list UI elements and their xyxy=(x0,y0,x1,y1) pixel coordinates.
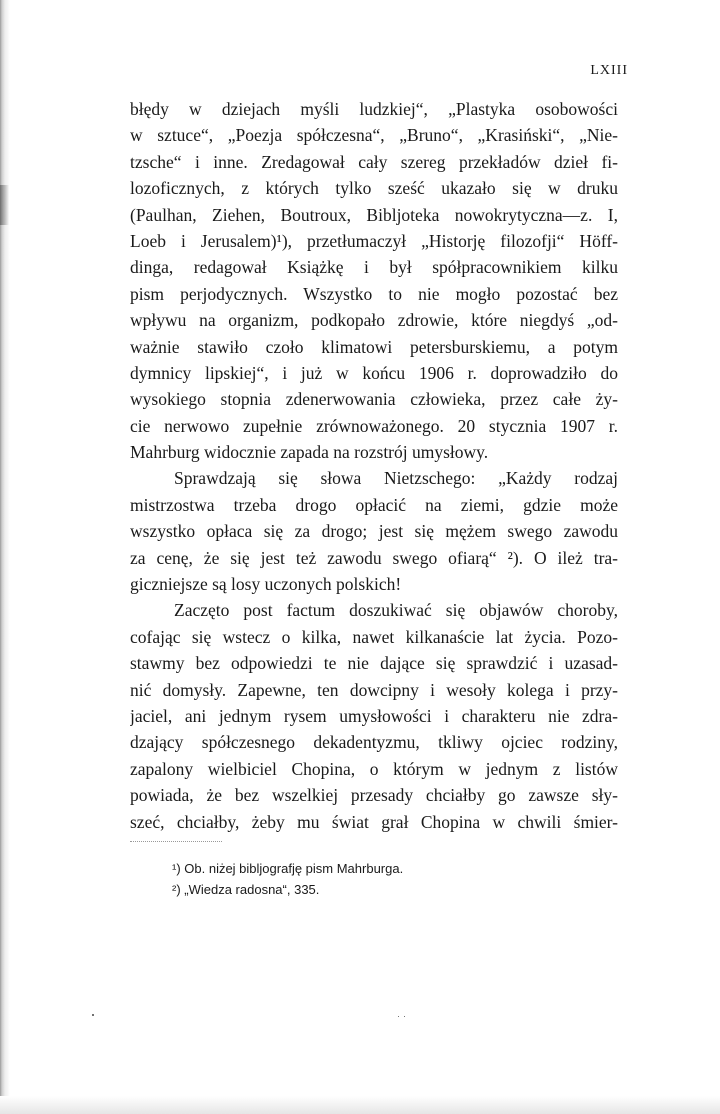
text-line: lozoficznych, z których tylko sześć ukazało się w druku xyxy=(130,178,618,199)
text-line: stawmy bez odpowiedzi te nie dające się sprawdzić i uzasad- xyxy=(130,653,618,674)
text-line: cofając się wstecz o kilka, nawet kilkanaście lat życia. Pozo- xyxy=(130,626,618,647)
text-line: nić domysły. Zapewne, ten dowcipny i wesoły kolega i przy- xyxy=(130,679,618,700)
text-line: jaciel, ani jednym rysem umysłowości i charakteru nie zdra- xyxy=(130,705,618,726)
text-line: błędy w dziejach myśli ludzkiej“, „Plastyka osobowości xyxy=(130,99,618,119)
text-line: szeć, chciałby, żeby mu świat grał Chopina w chwili śmier- xyxy=(130,811,618,832)
text-line: dymnicy lipskiej“, i już w końcu 1906 r. doprowadziło do xyxy=(130,362,618,383)
text-line: Loeb i Jerusalem)¹), przetłumaczył „Historję filozofji“ Höff- xyxy=(130,230,618,251)
text-line: wysokiego stopnia zdenerwowania człowieka, przez całe ży- xyxy=(130,389,618,410)
paragraph-start-line: Zaczęto post factum doszukiwać się objawów choroby, xyxy=(174,600,618,621)
page-number: LXIII xyxy=(590,63,628,78)
text-line: cie nerwowo zupełnie zrównoważonego. 20 stycznia 1907 r. xyxy=(130,415,618,436)
ink-speck xyxy=(398,1016,399,1017)
text-line: powiada, że bez wszelkiej przesady chciałby go zawsze sły- xyxy=(130,785,618,806)
footnotes xyxy=(172,858,572,900)
body-text xyxy=(130,96,618,835)
text-line: mistrzostwa trzeba drogo opłacić na ziemi, gdzie może xyxy=(130,494,618,515)
text-line: dinga, redagował Książkę i był spółpracownikiem kilku xyxy=(130,257,618,278)
text-line: giczniejsze są losy uczonych polskich! xyxy=(130,574,402,595)
footnote-2: ²) „Wiedza radosna“, 335. xyxy=(172,882,320,897)
text-line: zapalony wielbiciel Chopina, o którym w jednym z listów xyxy=(130,758,618,779)
text-line: za cenę, że się jest też zawodu swego ofiarą“ ²). O ileż tra- xyxy=(130,547,618,568)
text-line: ważnie stawiło czoło klimatowi petersburskiemu, a potym xyxy=(130,336,618,357)
footnote-1: ¹) Ob. niżej bibljografję pism Mahrburga. xyxy=(172,861,404,876)
page-edge-mark xyxy=(0,185,9,225)
text-line: Mahrburg widocznie zapada na rozstrój umysłowy. xyxy=(130,442,489,463)
footnote-divider xyxy=(130,841,222,842)
ink-speck xyxy=(92,1014,94,1016)
text-line: dzający spółczesnego dekadentyzmu, tkliwy ojciec rodziny, xyxy=(130,732,618,753)
text-line: tzsche“ i inne. Zredagował cały szereg przekładów dzieł fi- xyxy=(130,151,618,172)
text-line: wszystko opłaca się za drogo; jest się mężem swego zawodu xyxy=(130,521,618,542)
ink-speck xyxy=(404,1016,405,1017)
text-line: wpływu na organizm, podkopało zdrowie, które niegdyś „od- xyxy=(130,310,618,331)
text-line: w sztuce“, „Poezja spółczesna“, „Bruno“, „Krasiński“, „Nie- xyxy=(130,125,618,146)
page-bottom-shadow xyxy=(0,1096,720,1114)
text-line: (Paulhan, Ziehen, Boutroux, Bibljoteka nowokrytyczna—z. I, xyxy=(130,204,618,225)
paragraph-start-line: Sprawdzają się słowa Nietzschego: „Każdy rodzaj xyxy=(174,468,618,489)
page-binding-shadow xyxy=(0,0,10,1114)
text-line: pism perjodycznych. Wszystko to nie mogło pozostać bez xyxy=(130,283,618,304)
